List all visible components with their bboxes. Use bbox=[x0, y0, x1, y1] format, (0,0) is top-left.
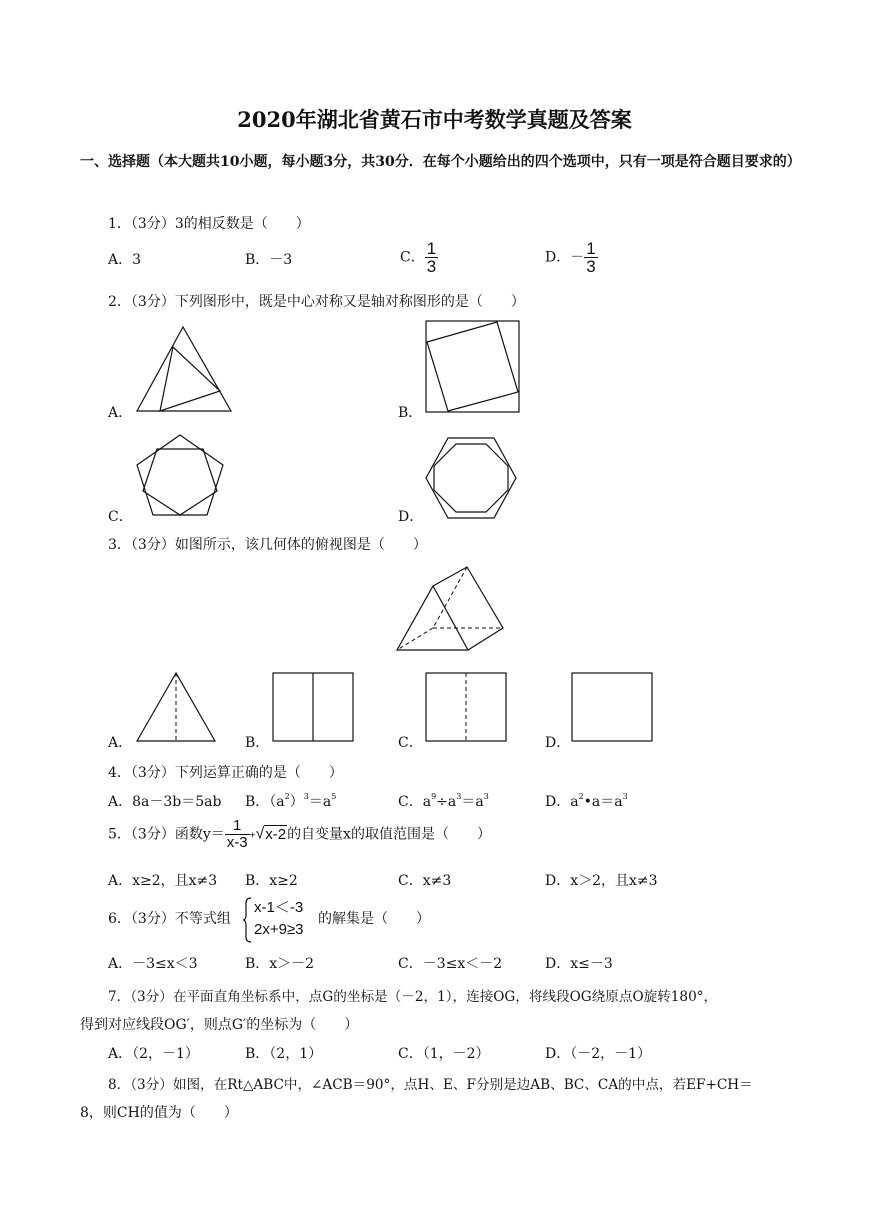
q4-d-part: •a＝a bbox=[583, 794, 623, 810]
q6-option-d: D．x≤－3 bbox=[545, 956, 613, 972]
question-2-stem: 2．（3分）下列图形中，既是中心对称又是轴对称图形的是（ ） bbox=[108, 294, 525, 310]
fraction-numerator: 1 bbox=[225, 818, 250, 835]
q5-option-d: D．x＞2，且x≠3 bbox=[545, 873, 658, 889]
q6-option-c: C．－3≤x＜－2 bbox=[398, 956, 503, 972]
question-6-stem-suffix: 的解集是（ ） bbox=[318, 911, 430, 927]
q4-d-exponent: 3 bbox=[622, 792, 628, 801]
q2-label-a: A． bbox=[108, 405, 133, 421]
q7-option-d: D．（－2，－1） bbox=[545, 1046, 652, 1062]
q4-option-b bbox=[245, 791, 336, 811]
q4-b-part: ） bbox=[289, 794, 304, 810]
q5-stem-suffix: 的自变量x的取值范围是（ ） bbox=[287, 826, 491, 843]
q4-d-part: D．a bbox=[545, 794, 579, 810]
q6-inequality-2: 2x+9≥3 bbox=[254, 921, 304, 938]
q4-c-part: ＝a bbox=[461, 794, 484, 810]
fraction-numerator: 1 bbox=[586, 239, 596, 258]
q5-plus: + bbox=[249, 830, 256, 842]
q4-c-exponent: 3 bbox=[483, 792, 489, 801]
q5-fraction bbox=[225, 818, 250, 851]
q2-figure-c-pentagon bbox=[135, 433, 225, 519]
question-8-line-2: 8，则CH的值为（ ） bbox=[80, 1105, 238, 1121]
q1-option-c-prefix: C． bbox=[400, 249, 425, 266]
q4-b-part: ＝a bbox=[308, 794, 332, 810]
q3-label-a: A． bbox=[108, 735, 133, 751]
q3-option-b-rect-solid bbox=[272, 671, 354, 743]
q7-option-a: A．（2，－1） bbox=[108, 1046, 199, 1062]
q1-option-b: B．－3 bbox=[245, 252, 293, 268]
q4-option-a: A．8a－3b＝5ab bbox=[108, 794, 222, 810]
q4-c-part: C．a bbox=[398, 794, 432, 810]
q5-func-y: y＝ bbox=[202, 826, 225, 843]
q3-label-b: B． bbox=[245, 735, 270, 751]
fraction-denominator: x-3 bbox=[226, 834, 248, 851]
q4-d-exponent: 2 bbox=[578, 792, 584, 801]
q5-stem-prefix: 5．（3分）函数 bbox=[108, 826, 203, 843]
section-heading: 一、选择题（本大题共10小题，每小题3分，共30分．在每个小题给出的四个选项中，只有一项是符合题目要求的） bbox=[80, 154, 801, 170]
q7-option-b: B．（2，1） bbox=[245, 1046, 323, 1062]
q1-option-d bbox=[545, 240, 598, 275]
q4-b-exponent: 2 bbox=[284, 792, 290, 801]
question-1-stem: 1．（3分）3的相反数是（ ） bbox=[108, 216, 310, 232]
fraction-numerator: 1 bbox=[426, 239, 437, 258]
sqrt-icon: √ bbox=[255, 825, 265, 843]
question-3-stem: 3．（3分）如图所示，该几何体的俯视图是（ ） bbox=[108, 537, 427, 553]
q3-option-c-rect-dashed bbox=[425, 671, 507, 743]
q4-c-part: ÷a bbox=[436, 794, 457, 810]
q1-option-d-prefix: D．－ bbox=[545, 249, 585, 266]
q5-option-b: B．x≥2 bbox=[245, 873, 298, 889]
question-4-stem: 4．（3分）下列运算正确的是（ ） bbox=[108, 765, 343, 781]
q2-figure-b-squares bbox=[425, 320, 521, 414]
q2-label-b: B． bbox=[398, 405, 423, 421]
q2-figure-a-triangle bbox=[135, 325, 235, 413]
q4-b-exponent: 5 bbox=[331, 792, 337, 801]
q6-option-a: A．－3≤x＜3 bbox=[108, 956, 198, 972]
q3-label-c: C． bbox=[398, 735, 423, 751]
q3-option-a-triangle bbox=[135, 671, 217, 743]
q1-option-c bbox=[400, 240, 438, 275]
q1-option-c-fraction bbox=[425, 240, 438, 275]
q1-option-d-fraction bbox=[584, 240, 597, 275]
question-7-line-2: 得到对应线段OG′，则点G′的坐标为（ ） bbox=[80, 1017, 359, 1033]
page-title: 2020年湖北省黄石市中考数学真题及答案 bbox=[237, 107, 632, 132]
fraction-denominator: 3 bbox=[586, 257, 596, 276]
q5-option-a: A．x≥2，且x≠3 bbox=[108, 873, 218, 889]
q5-option-c: C．x≠3 bbox=[398, 873, 452, 889]
question-7-line-1: 7．（3分）在平面直角坐标系中，点G的坐标是（－2，1），连接OG，将线段OG绕原点O旋转180°， bbox=[108, 989, 718, 1005]
q2-label-c: C． bbox=[108, 509, 133, 525]
q4-c-exponent: 9 bbox=[431, 792, 437, 801]
q6-option-b: B．x＞－2 bbox=[245, 956, 315, 972]
question-5-stem bbox=[108, 818, 491, 851]
q3-option-d-rect bbox=[571, 671, 653, 743]
q4-c-exponent: 3 bbox=[456, 792, 462, 801]
q4-b-part: B．（a bbox=[245, 794, 285, 810]
q4-option-c bbox=[398, 791, 489, 811]
q4-b-exponent: 3 bbox=[303, 792, 309, 801]
q1-option-a: A．3 bbox=[108, 252, 142, 268]
q4-option-d bbox=[545, 791, 628, 811]
q3-solid-prism bbox=[395, 564, 515, 654]
q5-sqrt-body: x-2 bbox=[265, 825, 287, 843]
q6-inequality-1: x-1＜-3 bbox=[254, 899, 304, 916]
q3-label-d: D． bbox=[545, 735, 571, 751]
q2-label-d: D． bbox=[398, 509, 424, 525]
question-6-stem-prefix: 6．（3分）不等式组 bbox=[108, 911, 231, 927]
q2-figure-d-hexagon bbox=[425, 436, 517, 520]
q7-option-c: C．（1，－2） bbox=[398, 1046, 490, 1062]
fraction-denominator: 3 bbox=[426, 257, 437, 276]
question-8-line-1: 8．（3分）如图，在Rt△ABC中，∠ACB＝90°，点H、E、F分别是边AB、BC、CA的中点，若EF+CH＝ bbox=[108, 1077, 753, 1093]
brace-icon bbox=[242, 897, 252, 943]
